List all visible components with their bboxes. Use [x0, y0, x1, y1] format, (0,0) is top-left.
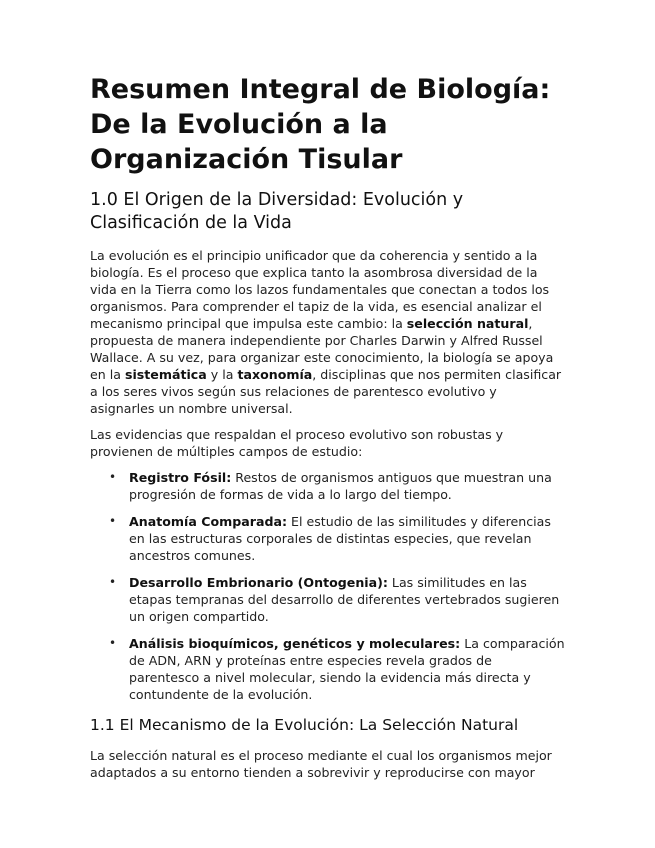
- intro-text-4: , disciplinas que nos permiten clasificar a los seres vivos según sus relaciones de parentesco evolutivo y asignarles un nombre universal.: [90, 367, 562, 416]
- term-systematics: sistemática: [124, 367, 207, 382]
- intro-text-2: , propuesta de manera independiente por Charles Darwin y Alfred Russel Wallace. A su vez, para organizar este conocimiento, la biología se apoya en la: [90, 316, 554, 382]
- section-heading-evolution: 1.0 El Origen de la Diversidad: Evolución y Clasificación de la Vida: [90, 190, 464, 233]
- section-heading-natural-selection: 1.1 El Mecanismo de la Evolución: La Selección Natural: [90, 716, 519, 734]
- intro-paragraph: [90, 247, 565, 417]
- bullet-icon: •: [109, 575, 117, 589]
- intro-text-3: y la: [206, 367, 238, 382]
- evidence-text: La comparación de ADN, ARN y proteínas entre especies revela grados de parentesco a nivel molecular, siendo la evidencia más directa y contundente de la evolución.: [129, 636, 565, 702]
- evidence-list: [90, 469, 565, 703]
- evidence-text: Restos de organismos antiguos que muestran una progresión de formas de vida a lo largo del tiempo.: [129, 470, 552, 502]
- evidence-intro-paragraph: Las evidencias que respaldan el proceso evolutivo son robustas y provienen de múltiples campos de estudio:: [90, 427, 504, 459]
- list-item: [109, 635, 565, 703]
- evidence-text: Las similitudes en las etapas tempranas del desarrollo de diferentes vertebrados sugieren un origen compartido.: [129, 575, 560, 624]
- bullet-icon: •: [109, 470, 117, 484]
- list-item: [109, 513, 565, 564]
- bullet-icon: •: [109, 636, 117, 650]
- term-natural-selection: selección natural: [406, 316, 529, 331]
- natural-selection-paragraph: La selección natural es el proceso mediante el cual los organismos mejor adaptados a su entorno tienden a sobrevivir y reproducirse con mayor: [90, 748, 552, 780]
- evidence-term: Anatomía Comparada:: [129, 514, 287, 529]
- document-title: Resumen Integral de Biología: De la Evolución a la Organización Tisular: [90, 74, 551, 175]
- evidence-term: Análisis bioquímicos, genéticos y moleculares:: [129, 636, 461, 651]
- list-item: [109, 574, 565, 625]
- intro-text-1: La evolución es el principio unificador que da coherencia y sentido a la biología. Es el proceso que explica tanto la asombrosa diversidad de la vida en la Tierra como los lazos fundamentales que conectan a todos los organismos. Para comprender el tapiz de la vida, es esencial analizar el mecanismo principal que impulsa este cambio: la: [90, 248, 550, 331]
- evidence-text: El estudio de las similitudes y diferencias en las estructuras corporales de distintas especies, que revelan ancestros comunes.: [129, 514, 551, 563]
- term-taxonomy: taxonomía: [237, 367, 313, 382]
- bullet-icon: •: [109, 514, 117, 528]
- evidence-term: Registro Fósil:: [129, 470, 232, 485]
- evidence-term: Desarrollo Embrionario (Ontogenia):: [129, 575, 388, 590]
- list-item: [109, 469, 565, 503]
